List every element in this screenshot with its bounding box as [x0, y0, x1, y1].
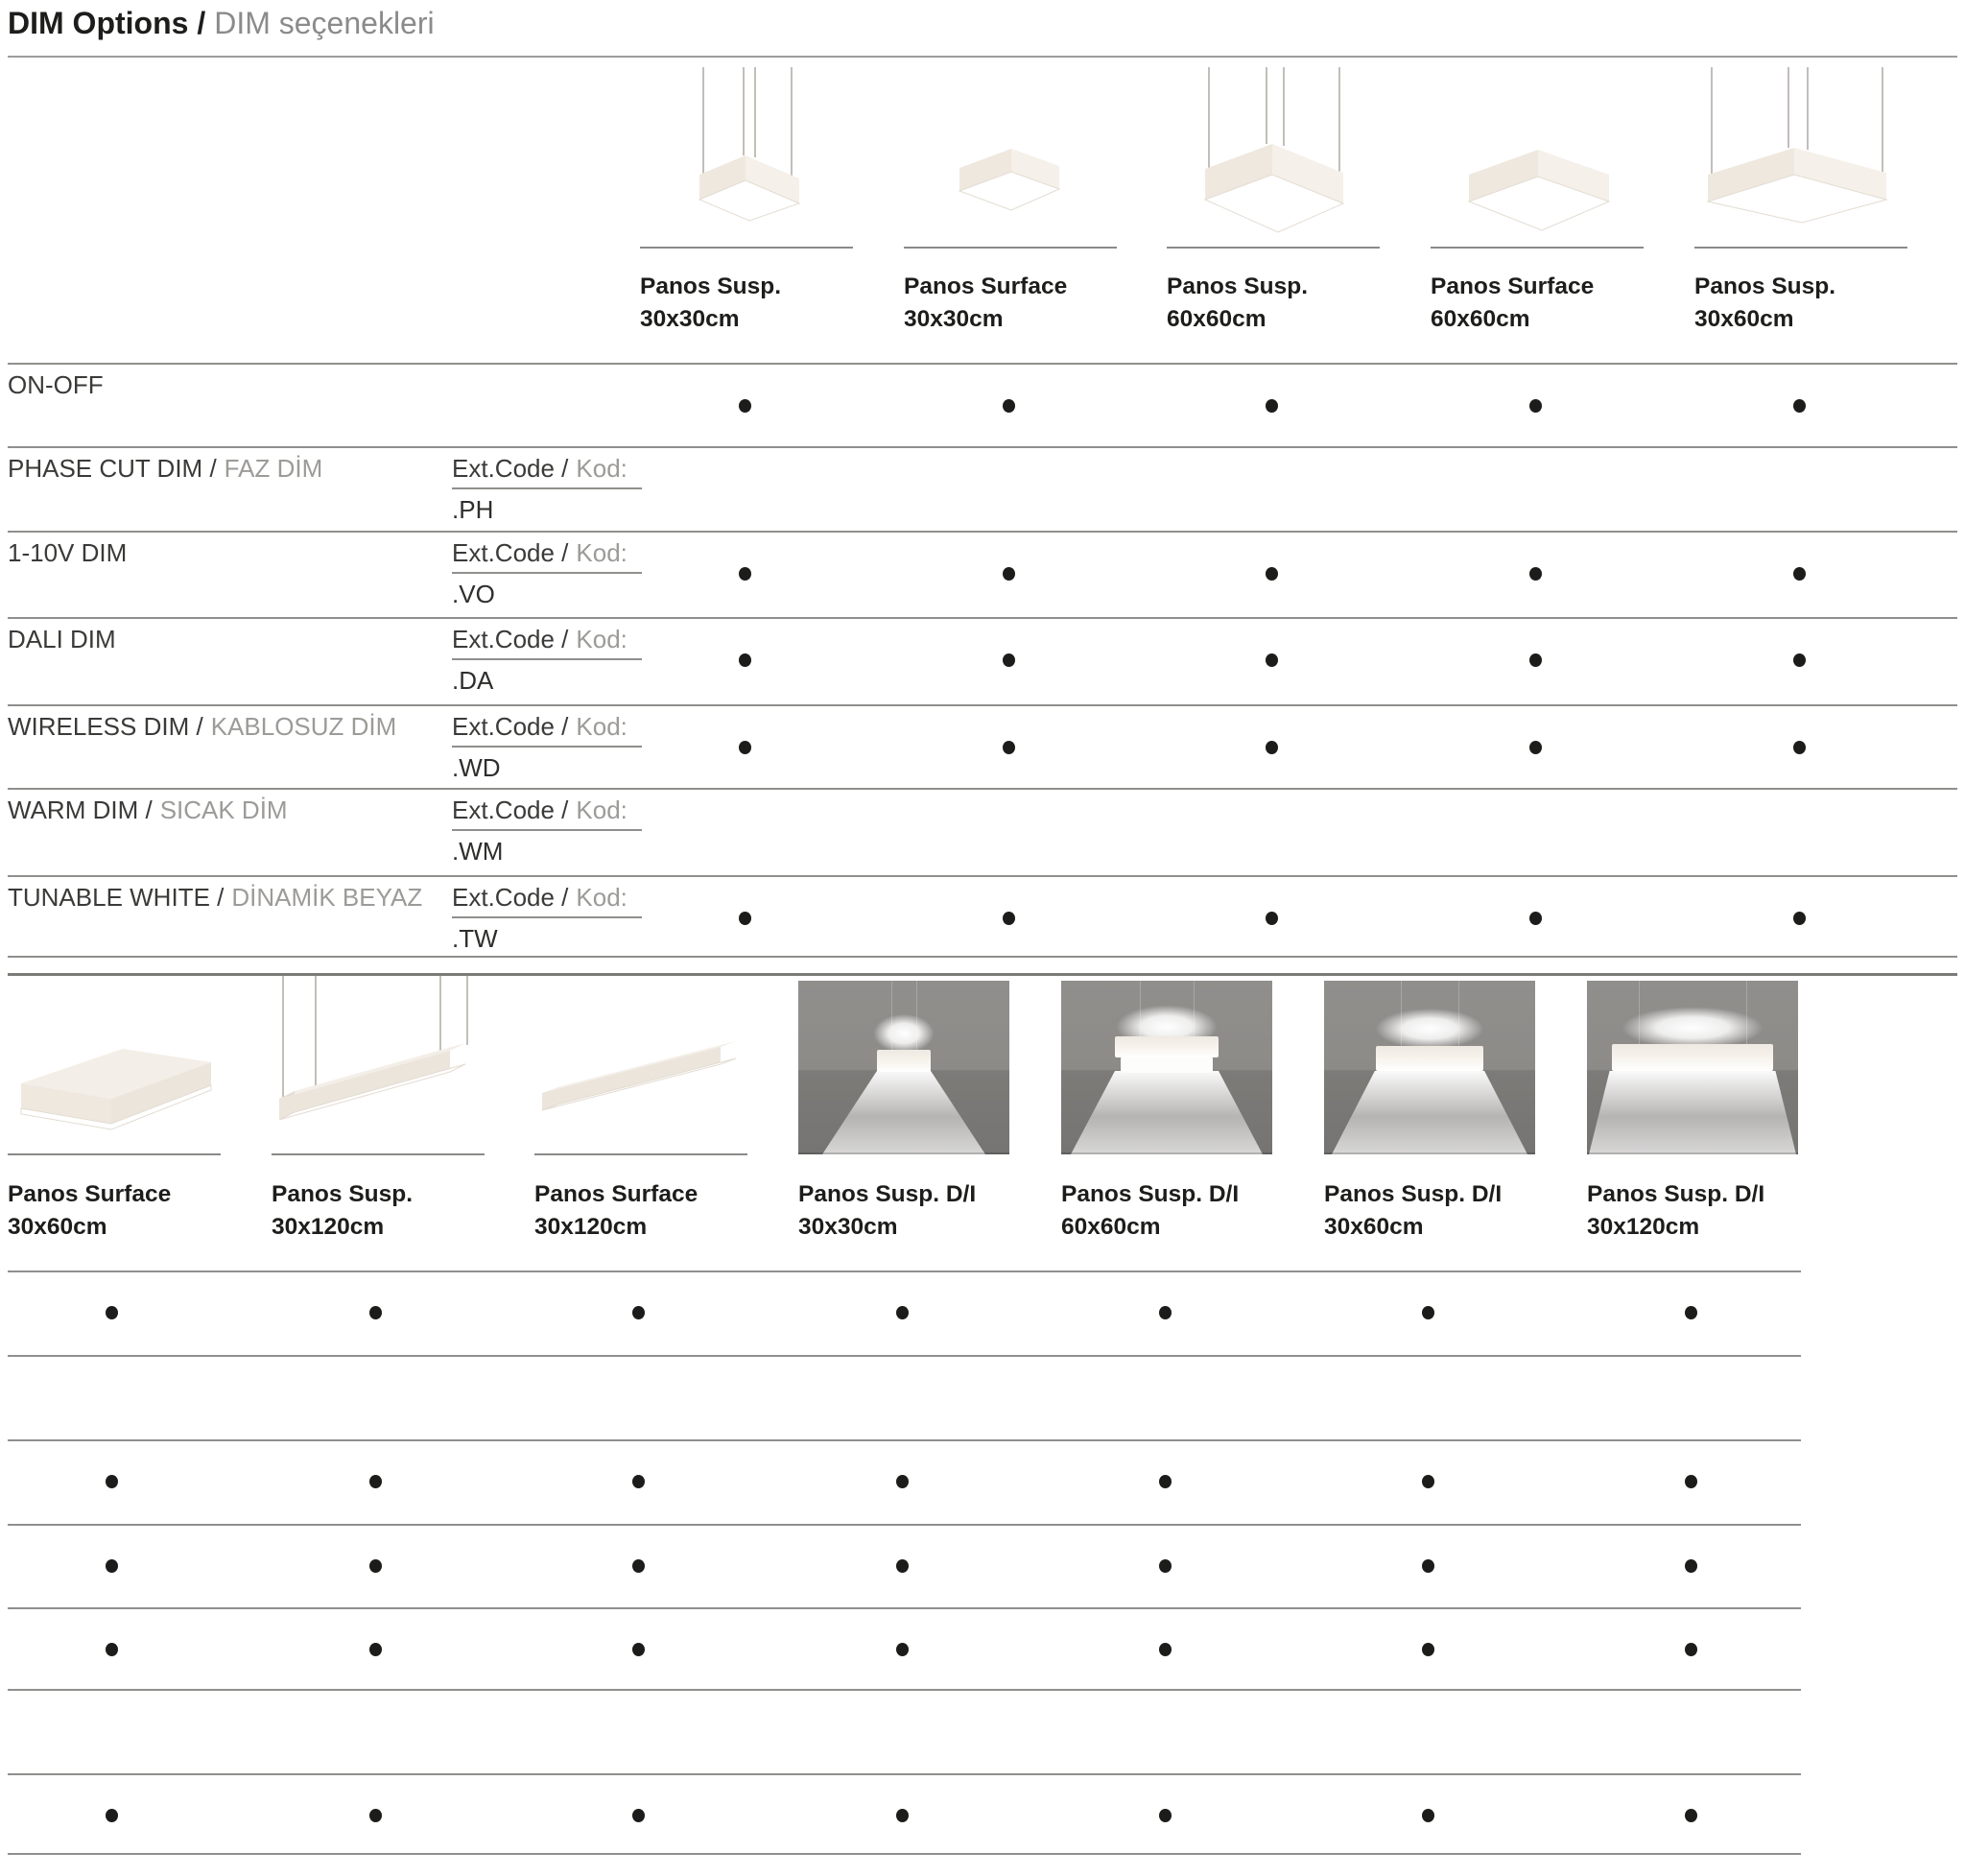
row-label-wireless-dim — [8, 712, 396, 741]
availability-dot — [1529, 912, 1542, 925]
product-image — [904, 67, 1120, 259]
column-label-line1: Panos Surface — [904, 273, 1068, 299]
availability-dot — [1793, 399, 1806, 413]
availability-dot — [632, 1559, 645, 1573]
luminaire-lens — [1121, 1057, 1213, 1073]
availability-dot — [1266, 912, 1278, 925]
availability-dot — [1422, 1809, 1434, 1822]
product-column-60x60cm — [1431, 58, 1646, 345]
column-underline — [1694, 247, 1907, 249]
column-label-line1: Panos Susp. — [272, 1181, 414, 1207]
luminaire-fixture — [1376, 1046, 1483, 1071]
availability-dot — [1529, 399, 1542, 413]
product-column-30x30cm — [640, 58, 856, 345]
product-column-60x60cm — [1061, 974, 1277, 1262]
row-label-tr: DİNAMİK BEYAZ — [231, 883, 423, 912]
column-label-line1: Panos Susp. D/I — [1061, 1181, 1240, 1207]
title-rule — [8, 56, 1957, 58]
row-label-en: DALI DIM — [8, 625, 116, 653]
ext-code-label-tr: Kod: — [576, 625, 627, 653]
photo-bottom-edge — [1324, 1152, 1535, 1154]
availability-dot — [1266, 653, 1278, 667]
availability-dot — [1159, 1559, 1172, 1573]
product-image — [8, 974, 224, 1166]
availability-dot — [896, 1475, 909, 1488]
availability-dot — [1003, 567, 1015, 581]
availability-dot — [739, 567, 751, 581]
divider-line — [8, 1607, 1801, 1609]
availability-dot — [1266, 567, 1278, 581]
ext-code-label — [452, 883, 627, 912]
product-image — [1167, 67, 1383, 259]
availability-dot — [632, 1643, 645, 1656]
column-label-line2: 30x60cm — [8, 1214, 107, 1240]
ext-code-label-en: Ext.Code / — [452, 538, 569, 567]
column-label-line1: Panos Susp. D/I — [798, 1181, 977, 1207]
row-label-en: TUNABLE WHITE / — [8, 883, 225, 912]
product-column-60x60cm — [1167, 58, 1383, 345]
availability-dot — [369, 1559, 382, 1573]
direct-light-cone — [1589, 1071, 1796, 1154]
availability-dot — [106, 1643, 118, 1656]
product-image — [534, 974, 750, 1166]
direct-light-cone — [1332, 1071, 1527, 1154]
row-label-en: ON-OFF — [8, 370, 104, 399]
product-image — [1694, 67, 1910, 259]
column-label-line1: Panos Susp. — [1167, 273, 1309, 299]
availability-dot — [1685, 1475, 1697, 1488]
ext-code-value: .WD — [452, 753, 501, 782]
availability-dot — [896, 1306, 909, 1319]
row-label-dali-dim — [8, 625, 116, 653]
luminaire-fixture — [1612, 1044, 1773, 1071]
availability-dot — [1685, 1643, 1697, 1656]
availability-dot — [1529, 567, 1542, 581]
divider-line — [8, 531, 1957, 533]
row-label-phase-cut-dim — [8, 454, 322, 483]
column-label-line2: 30x60cm — [1694, 306, 1794, 332]
availability-dot — [739, 741, 751, 754]
availability-dot — [1422, 1475, 1434, 1488]
ext-code-label — [452, 454, 627, 483]
row-label-en: PHASE CUT DIM / — [8, 454, 217, 483]
divider-line — [8, 875, 1957, 877]
page-title-en: DIM Options / — [8, 6, 206, 40]
availability-dot — [896, 1809, 909, 1822]
column-label-line1: Panos Susp. — [640, 273, 782, 299]
column-label-line1: Panos Surface — [8, 1181, 172, 1207]
availability-dot — [632, 1809, 645, 1822]
availability-dot — [632, 1475, 645, 1488]
availability-dot — [1793, 653, 1806, 667]
product-photo — [1061, 981, 1272, 1154]
availability-dot — [739, 653, 751, 667]
availability-dot — [1159, 1643, 1172, 1656]
column-label-line2: 30x30cm — [798, 1214, 898, 1240]
ext-code-value: .PH — [452, 495, 494, 524]
ext-code-label-en: Ext.Code / — [452, 454, 569, 483]
column-label-line1: Panos Surface — [1431, 273, 1595, 299]
row-label-en: WARM DIM / — [8, 796, 153, 824]
ext-code-underline — [452, 916, 642, 918]
divider-line — [8, 617, 1957, 619]
column-label-line1: Panos Susp. D/I — [1324, 1181, 1503, 1207]
column-label-line2: 60x60cm — [1061, 1214, 1161, 1240]
product-column-30x120cm — [272, 974, 487, 1262]
availability-dot — [106, 1559, 118, 1573]
column-underline — [8, 1153, 221, 1155]
ext-code-underline — [452, 746, 642, 748]
availability-dot — [896, 1643, 909, 1656]
row-label-on-off — [8, 370, 104, 399]
ext-code-value: .VO — [452, 580, 495, 608]
product-column-30x30cm — [798, 974, 1014, 1262]
row-label-en: WIRELESS DIM / — [8, 712, 203, 741]
divider-line — [8, 1773, 1801, 1775]
availability-dot — [1159, 1475, 1172, 1488]
ext-code-label-en: Ext.Code / — [452, 712, 569, 741]
direct-light-cone — [822, 1071, 985, 1154]
ext-code-underline — [452, 658, 642, 660]
divider-line — [8, 363, 1957, 365]
availability-dot — [1003, 741, 1015, 754]
ext-code-label-tr: Kod: — [576, 454, 627, 483]
column-label-line2: 30x60cm — [1324, 1214, 1424, 1240]
product-photo — [1324, 981, 1535, 1154]
column-label-line1: Panos Susp. — [1694, 273, 1836, 299]
availability-dot — [106, 1809, 118, 1822]
availability-dot — [632, 1306, 645, 1319]
divider-line — [8, 788, 1957, 790]
ext-code-label-en: Ext.Code / — [452, 883, 569, 912]
row-label-1-10v-dim — [8, 538, 127, 567]
availability-dot — [1793, 567, 1806, 581]
availability-dot — [1003, 653, 1015, 667]
divider-line — [8, 1853, 1801, 1855]
column-underline — [904, 247, 1117, 249]
availability-dot — [1266, 741, 1278, 754]
column-label-line2: 60x60cm — [1167, 306, 1267, 332]
product-column-30x120cm — [1587, 974, 1803, 1262]
divider-line — [8, 1439, 1801, 1441]
column-underline — [272, 1153, 485, 1155]
column-label-line2: 30x30cm — [640, 306, 740, 332]
divider-line — [8, 446, 1957, 448]
column-label-line1: Panos Surface — [534, 1181, 698, 1207]
availability-dot — [369, 1643, 382, 1656]
ext-code-value: .WM — [452, 837, 504, 866]
page-title-tr: DIM seçenekleri — [214, 6, 435, 40]
availability-dot — [1266, 399, 1278, 413]
product-image — [1431, 67, 1646, 259]
photo-bottom-edge — [1061, 1152, 1272, 1154]
availability-dot — [1685, 1809, 1697, 1822]
availability-dot — [1159, 1809, 1172, 1822]
photo-bottom-edge — [1587, 1152, 1798, 1154]
product-photo — [1587, 981, 1798, 1154]
row-label-tr: KABLOSUZ DİM — [210, 712, 397, 741]
product-column-30x30cm — [904, 58, 1120, 345]
column-underline — [640, 247, 853, 249]
ext-code-value: .DA — [452, 666, 494, 695]
product-image — [272, 974, 487, 1166]
ext-code-label-en: Ext.Code / — [452, 796, 569, 824]
page-title — [8, 6, 435, 41]
luminaire-fixture — [877, 1050, 931, 1072]
divider-line — [8, 1270, 1801, 1272]
divider-line — [8, 1524, 1801, 1526]
luminaire-fixture — [1115, 1036, 1219, 1057]
availability-dot — [896, 1559, 909, 1573]
availability-dot — [1529, 653, 1542, 667]
product-photo — [798, 981, 1009, 1154]
ext-code-label-en: Ext.Code / — [452, 625, 569, 653]
row-label-tr: SICAK DİM — [159, 796, 288, 824]
column-label-line2: 30x120cm — [534, 1214, 648, 1240]
product-image — [640, 67, 856, 259]
photo-bottom-edge — [798, 1152, 1009, 1154]
availability-dot — [106, 1306, 118, 1319]
availability-dot — [369, 1809, 382, 1822]
availability-dot — [1003, 399, 1015, 413]
availability-dot — [369, 1475, 382, 1488]
direct-light-cone — [1071, 1071, 1263, 1154]
section-separator-line — [8, 973, 1957, 976]
product-column-30x120cm — [534, 974, 750, 1262]
availability-dot — [739, 399, 751, 413]
ext-code-label-tr: Kod: — [576, 883, 627, 912]
column-label-line2: 30x120cm — [1587, 1214, 1700, 1240]
availability-dot — [1529, 741, 1542, 754]
column-underline — [1167, 247, 1380, 249]
row-label-tunable-white — [8, 883, 422, 912]
ext-code-label-tr: Kod: — [576, 796, 627, 824]
ext-code-label — [452, 538, 627, 567]
column-label-line1: Panos Susp. D/I — [1587, 1181, 1765, 1207]
availability-dot — [1793, 741, 1806, 754]
divider-line — [8, 1689, 1801, 1691]
ext-code-label — [452, 625, 627, 653]
column-label-line2: 30x30cm — [904, 306, 1004, 332]
availability-dot — [1003, 912, 1015, 925]
ext-code-value: .TW — [452, 924, 498, 953]
column-label-line2: 30x120cm — [272, 1214, 385, 1240]
availability-dot — [1685, 1306, 1697, 1319]
row-label-en: 1-10V DIM — [8, 538, 128, 567]
product-column-30x60cm — [1324, 974, 1540, 1262]
divider-line — [8, 956, 1957, 958]
availability-dot — [1793, 912, 1806, 925]
divider-line — [8, 704, 1957, 706]
row-label-warm-dim — [8, 796, 288, 824]
column-underline — [1431, 247, 1644, 249]
column-label-line2: 60x60cm — [1431, 306, 1530, 332]
ext-code-label-tr: Kod: — [576, 712, 627, 741]
availability-dot — [1159, 1306, 1172, 1319]
ext-code-label — [452, 712, 627, 741]
availability-dot — [739, 912, 751, 925]
product-column-30x60cm — [1694, 58, 1910, 345]
availability-dot — [1422, 1559, 1434, 1573]
column-underline — [534, 1153, 747, 1155]
product-column-30x60cm — [8, 974, 224, 1262]
availability-dot — [1422, 1306, 1434, 1319]
availability-dot — [1685, 1559, 1697, 1573]
ext-code-underline — [452, 572, 642, 574]
divider-line — [8, 1355, 1801, 1357]
availability-dot — [106, 1475, 118, 1488]
row-label-tr: FAZ DİM — [224, 454, 323, 483]
ext-code-underline — [452, 487, 642, 489]
ext-code-label — [452, 796, 627, 824]
availability-dot — [1422, 1643, 1434, 1656]
ext-code-label-tr: Kod: — [576, 538, 627, 567]
availability-dot — [369, 1306, 382, 1319]
ext-code-underline — [452, 829, 642, 831]
